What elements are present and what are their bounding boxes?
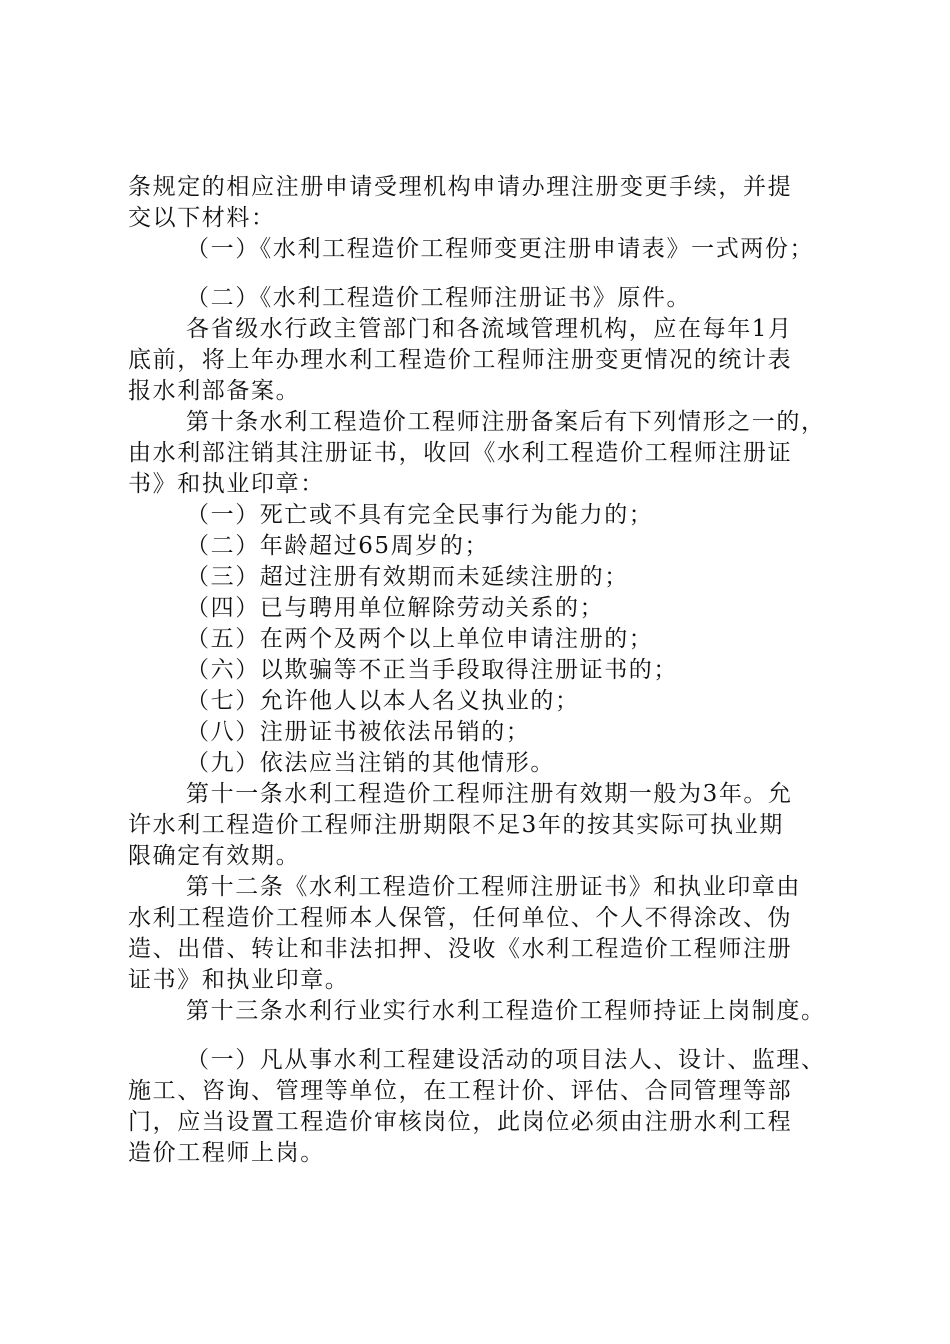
text-line: 书》和执业印章： — [128, 471, 325, 497]
text-line: 施工、咨询、管理等单位，在工程计价、评估、合同管理等部 — [128, 1078, 793, 1104]
list-item: （二）《水利工程造价工程师注册证书》原件。 — [186, 285, 692, 311]
list-item: （四）已与聘用单位解除劳动关系的； — [186, 595, 605, 621]
list-item: （三）超过注册有效期而未延续注册的； — [186, 564, 629, 590]
text-line: 报水利部备案。 — [128, 378, 301, 404]
text-line: 交以下材料： — [128, 205, 276, 231]
text-line: 造、出借、转让和非法扣押、没收《水利工程造价工程师注册 — [128, 936, 793, 962]
article-heading: 第十条水利工程造价工程师注册备案后有下列情形之一的， — [186, 409, 826, 435]
list-item: （八）注册证书被依法吊销的； — [186, 719, 531, 745]
paragraph-start: 各省级水行政主管部门和各流域管理机构，应在每年1月 — [186, 316, 793, 342]
article-heading: 第十二条《水利工程造价工程师注册证书》和执业印章由 — [186, 874, 801, 900]
text-line: 条规定的相应注册申请受理机构申请办理注册变更手续，并提 — [128, 174, 793, 200]
list-item: （一）《水利工程造价工程师变更注册申请表》一式两份； — [186, 236, 815, 262]
text-line: 限确定有效期。 — [128, 843, 301, 869]
list-item: （一）死亡或不具有完全民事行为能力的； — [186, 502, 654, 528]
list-item: （二）年龄超过65周岁的； — [186, 533, 490, 559]
text-line: 水利工程造价工程师本人保管，任何单位、个人不得涂改、伪 — [128, 905, 793, 931]
text-line: 许水利工程造价工程师注册期限不足3年的按其实际可执业期 — [128, 812, 784, 838]
list-item: （一）凡从事水利工程建设活动的项目法人、设计、监理、 — [186, 1047, 826, 1073]
text-line: 底前，将上年办理水利工程造价工程师注册变更情况的统计表 — [128, 347, 793, 373]
article-heading: 第十一条水利工程造价工程师注册有效期一般为3年。允 — [186, 781, 793, 807]
list-item: （七）允许他人以本人名义执业的； — [186, 688, 580, 714]
article-heading: 第十三条水利行业实行水利工程造价工程师持证上岗制度。 — [186, 998, 826, 1024]
text-line: 由水利部注销其注册证书，收回《水利工程造价工程师注册证 — [128, 440, 793, 466]
text-line: 证书》和执业印章。 — [128, 967, 350, 993]
list-item: （六）以欺骗等不正当手段取得注册证书的； — [186, 657, 678, 683]
text-line: 门，应当设置工程造价审核岗位，此岗位必须由注册水利工程 — [128, 1109, 793, 1135]
body-text — [128, 172, 868, 1169]
list-item: （五）在两个及两个以上单位申请注册的； — [186, 626, 654, 652]
list-item: （九）依法应当注销的其他情形。 — [186, 750, 555, 776]
text-line: 造价工程师上岗。 — [128, 1140, 325, 1166]
